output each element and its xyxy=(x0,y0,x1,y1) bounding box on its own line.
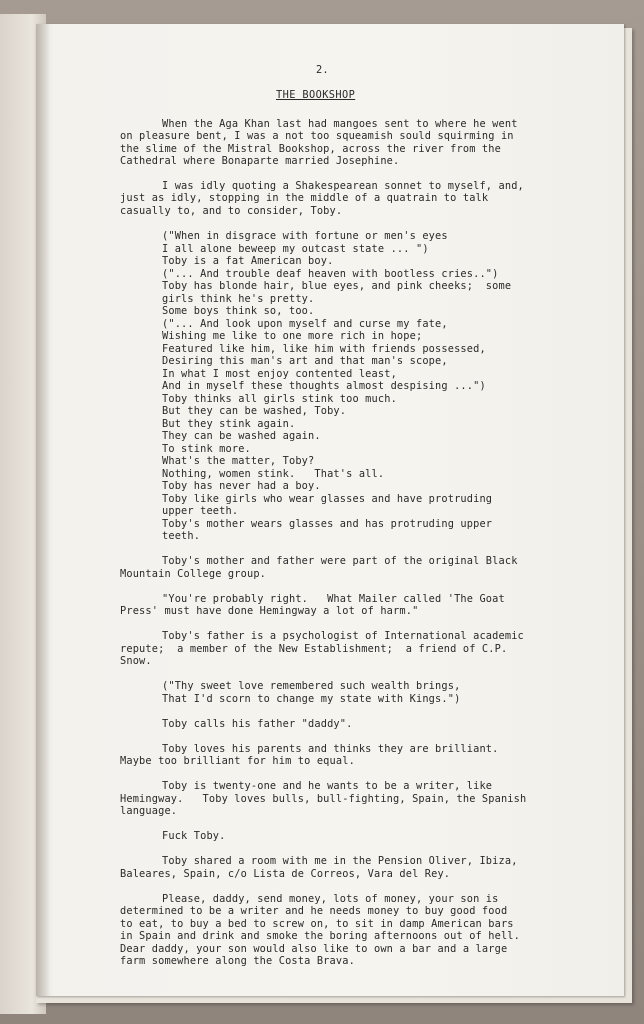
text-line: Toby's mother and father were part of the original Black xyxy=(162,555,518,567)
text-line: Toby is twenty-one and he wants to be a writer, like xyxy=(162,780,493,792)
text-line: But they can be washed, Toby. xyxy=(162,405,347,417)
text-line: Desiring this man's art and that man's scope, xyxy=(162,355,448,367)
text-line: to eat, to buy a bed to screw on, to sit in damp American bars xyxy=(120,918,514,930)
text-line: When the Aga Khan last had mangoes sent to where he went xyxy=(162,118,518,130)
text-line: Toby has never had a boy. xyxy=(162,480,321,492)
text-line: Toby like girls who wear glasses and have protruding xyxy=(162,493,493,505)
text-line: Toby calls his father "daddy". xyxy=(162,718,353,730)
text-line: Toby's mother wears glasses and has protruding upper xyxy=(162,518,493,530)
text-line: Mountain College group. xyxy=(120,568,267,580)
text-line: on pleasure bent, I was a not too squeamish sould squirming in xyxy=(120,130,514,142)
text-line: "You're probably right. What Mailer called 'The Goat xyxy=(162,593,505,605)
text-line: Press' must have done Hemingway a lot of harm." xyxy=(120,605,419,617)
text-line: Nothing, women stink. That's all. xyxy=(162,468,385,480)
text-line: Featured like him, like him with friends possessed, xyxy=(162,343,486,355)
text-line: determined to be a writer and he needs money to buy good food xyxy=(120,905,508,917)
text-line: Toby thinks all girls stink too much. xyxy=(162,393,397,405)
text-line: ("Thy sweet love remembered such wealth brings, xyxy=(162,680,461,692)
text-line: just as idly, stopping in the middle of a quatrain to talk xyxy=(120,192,489,204)
page-title: THE BOOKSHOP xyxy=(276,89,356,101)
text-line: upper teeth. xyxy=(162,505,239,517)
text-line: ("... And trouble deaf heaven with bootless cries..") xyxy=(162,268,499,280)
text-line: Toby shared a room with me in the Pension Oliver, Ibiza, xyxy=(162,855,518,867)
text-line: language. xyxy=(120,805,178,817)
text-line: To stink more. xyxy=(162,443,251,455)
text-line: And in myself these thoughts almost despising ...") xyxy=(162,380,486,392)
text-line: Hemingway. Toby loves bulls, bull-fighting, Spain, the Spanish xyxy=(120,793,527,805)
text-line: I was idly quoting a Shakespearean sonnet to myself, and, xyxy=(162,180,524,192)
text-line: Some boys think so, too. xyxy=(162,305,315,317)
text-line: Snow. xyxy=(120,655,152,667)
text-line: In what I most enjoy contented least, xyxy=(162,368,397,380)
text-line: Wishing me like to one more rich in hope; xyxy=(162,330,423,342)
page-number: 2. xyxy=(316,64,329,76)
text-line: ("... And look upon myself and curse my fate, xyxy=(162,318,448,330)
text-line: ("When in disgrace with fortune or men's eyes xyxy=(162,230,448,242)
text-line: Baleares, Spain, c/o Lista de Correos, Vara del Rey. xyxy=(120,868,451,880)
text-line: casually to, and to consider, Toby. xyxy=(120,205,343,217)
text-line: That I'd scorn to change my state with Kings.") xyxy=(162,693,461,705)
text-line: Cathedral where Bonaparte married Josephine. xyxy=(120,155,400,167)
text-line: Maybe too brilliant for him to equal. xyxy=(120,755,355,767)
text-line: the slime of the Mistral Bookshop, across the river from the xyxy=(120,143,501,155)
text-line: What's the matter, Toby? xyxy=(162,455,315,467)
text-line: Toby has blonde hair, blue eyes, and pink cheeks; some xyxy=(162,280,512,292)
text-line: in Spain and drink and smoke the boring afternoons out of hell. xyxy=(120,930,521,942)
text-line: girls think he's pretty. xyxy=(162,293,315,305)
text-line: repute; a member of the New Establishment; a friend of C.P. xyxy=(120,643,508,655)
text-line: teeth. xyxy=(162,530,201,542)
text-line: They can be washed again. xyxy=(162,430,321,442)
text-line: Toby loves his parents and thinks they are brilliant. xyxy=(162,743,499,755)
text-line: Fuck Toby. xyxy=(162,830,226,842)
text-line: But they stink again. xyxy=(162,418,296,430)
text-line: Toby is a fat American boy. xyxy=(162,255,334,267)
text-line: farm somewhere along the Costa Brava. xyxy=(120,955,355,967)
text-line: I all alone beweep my outcast state ... ") xyxy=(162,243,429,255)
text-line: Toby's father is a psychologist of International academic xyxy=(162,630,524,642)
text-line: Please, daddy, send money, lots of money, your son is xyxy=(162,893,499,905)
text-line: Dear daddy, your son would also like to own a bar and a large xyxy=(120,943,508,955)
